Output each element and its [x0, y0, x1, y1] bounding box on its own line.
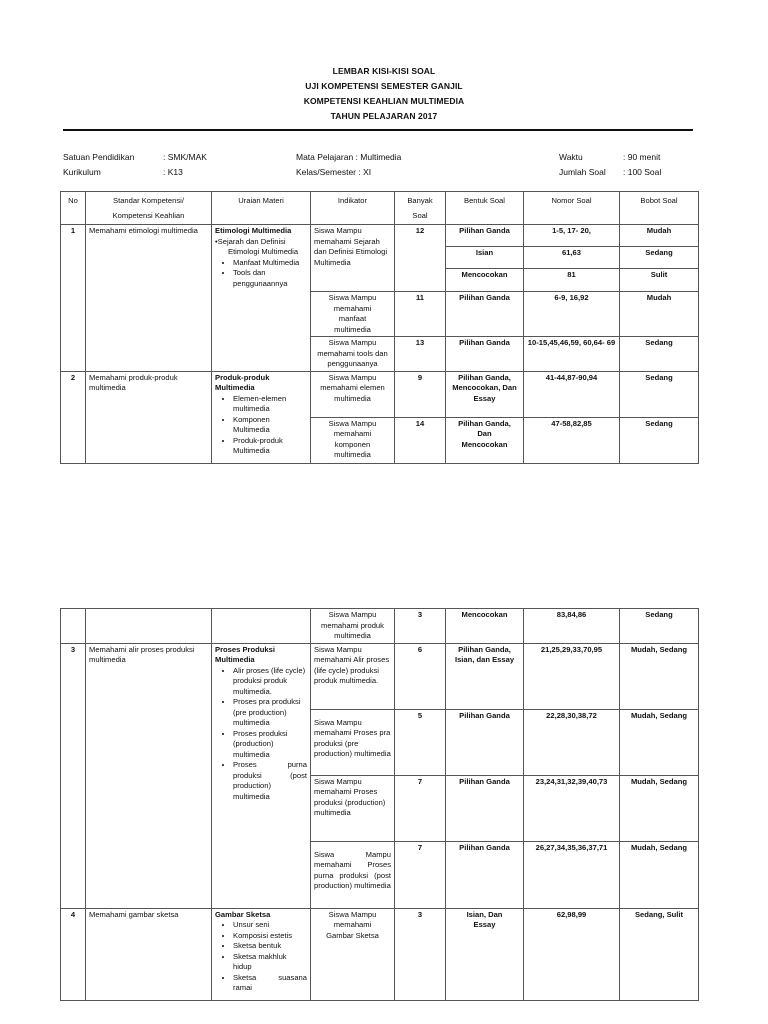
jumlah-label: Jumlah Soal [559, 167, 606, 177]
table-row [61, 371, 699, 417]
row-materi [212, 643, 311, 908]
kurikulum-label: Kurikulum [63, 167, 101, 177]
info-left [63, 150, 207, 180]
row-banyak: 7 [395, 841, 446, 908]
row-banyak: 13 [395, 337, 446, 372]
kelas-semester: Kelas/Semester : XI [296, 167, 372, 177]
kisi-table-part-2 [60, 608, 699, 1001]
row-indikator: Siswa Mampu memahami produk multimedia [311, 609, 395, 644]
row-bentuk: Isian, Dan Essay [446, 908, 524, 1000]
row-bentuk: Pilihan Ganda [446, 709, 524, 775]
table-row [61, 225, 699, 247]
row-nomor: 62,98,99 [524, 908, 620, 1000]
row-bentuk: Mencocokan [446, 609, 524, 644]
row-bentuk: Pilihan Ganda [446, 292, 524, 337]
list-item: • Sketsa bentuk [233, 941, 307, 952]
row-bentuk: Pilihan Ganda [446, 225, 524, 247]
satuan-value: : SMK/MAK [163, 152, 207, 162]
row-no-empty [61, 609, 86, 644]
row-nomor: 22,28,30,38,72 [524, 709, 620, 775]
row-no: 4 [61, 908, 86, 1000]
row-nomor: 26,27,34,35,36,37,71 [524, 841, 620, 908]
jumlah-value: : 100 Soal [623, 167, 662, 177]
row-indikator: Siswa Mampu memahami Sejarah dan Definisi Etimologi Multimedia [311, 225, 395, 292]
row-indikator: Siswa Mampu memahami Gambar Sketsa [311, 908, 395, 1000]
row-nomor: 10-15,45,46,59, 60,64- 69 [524, 337, 620, 372]
row-standar: Memahami etimologi multimedia [86, 225, 212, 372]
row-standar: Memahami produk-produk multimedia [86, 371, 212, 463]
col-header-bobot: Bobot Soal [620, 192, 699, 225]
list-item: • Komposisi estetis [233, 931, 307, 942]
row-indikator: Siswa Mampu memahami Proses purna produksi (post production) multimedia [311, 841, 395, 908]
row-banyak: 14 [395, 417, 446, 463]
table-row [61, 908, 699, 1000]
row-banyak: 3 [395, 908, 446, 1000]
col-header-banyak-line2: Soal [412, 211, 428, 220]
materi-title: Gambar Sketsa [215, 909, 271, 919]
row-indikator: Siswa Mampu memahami tools dan penggunaanya [311, 337, 395, 372]
title-line-1: LEMBAR KISI-KISI SOAL [332, 66, 436, 76]
row-bentuk: Pilihan Ganda, Dan Mencocokan [446, 417, 524, 463]
row-nomor: 81 [524, 269, 620, 292]
row-no: 3 [61, 643, 86, 908]
row-nomor: 6-9, 16,92 [524, 292, 620, 337]
table-header-row [61, 192, 699, 225]
info-middle [296, 150, 401, 180]
row-nomor: 1-5, 17- 20, [524, 225, 620, 247]
row-standar: Memahami alir proses produksi multimedia [86, 643, 212, 908]
row-bobot: Sedang, Sulit [620, 908, 699, 1000]
mata-pelajaran: Mata Pelajaran : Multimedia [296, 152, 402, 162]
list-item: • Unsur seni [233, 920, 307, 931]
row-indikator: Siswa Mampu memahami Alir proses (life cycle) produksi produk multimedia. [311, 643, 395, 709]
row-indikator: Siswa Mampu memahami Proses pra produksi (pre production) multimedia [311, 709, 395, 775]
row-materi [212, 371, 311, 463]
col-header-banyak [395, 192, 446, 225]
row-indikator: Siswa Mampu memahami komponen multimedia [311, 417, 395, 463]
col-header-nomor: Nomor Soal [524, 192, 620, 225]
row-bobot: Sedang [620, 247, 699, 269]
list-item: • Alir proses (life cycle) produksi produk multimedia. [233, 666, 307, 698]
col-header-standar-line1: Standar Kompetensi/ [113, 196, 184, 205]
col-header-bentuk: Bentuk Soal [446, 192, 524, 225]
materi-list [215, 394, 307, 457]
materi-lead: •Sejarah dan Definisi [215, 236, 286, 246]
row-bobot: Mudah, Sedang [620, 643, 699, 709]
row-banyak: 9 [395, 371, 446, 417]
list-item: • Komponen Multimedia [233, 415, 307, 436]
row-banyak: 11 [395, 292, 446, 337]
table-row [61, 643, 699, 709]
row-banyak: 3 [395, 609, 446, 644]
materi-list [215, 666, 307, 803]
row-bobot: Sedang [620, 337, 699, 372]
col-header-indikator: Indikator [311, 192, 395, 225]
row-indikator: Siswa Mampu memahami elemen multimedia [311, 371, 395, 417]
row-bobot: Mudah, Sedang [620, 709, 699, 775]
waktu-value: : 90 menit [623, 152, 661, 162]
row-materi-empty [212, 609, 311, 644]
row-bentuk: Pilihan Ganda, Isian, dan Essay [446, 643, 524, 709]
list-item: • Manfaat Multimedia [233, 258, 307, 269]
row-no: 1 [61, 225, 86, 372]
row-nomor: 21,25,29,33,70,95 [524, 643, 620, 709]
row-standar: Memahami gambar sketsa [86, 908, 212, 1000]
list-item: • Produk-produk Multimedia [233, 436, 307, 457]
waktu-label: Waktu [559, 152, 583, 162]
row-nomor: 41-44,87-90,94 [524, 371, 620, 417]
info-right [559, 150, 661, 180]
list-item: • Sketsa makhluk hidup [233, 952, 307, 973]
row-materi [212, 908, 311, 1000]
materi-list [215, 258, 307, 290]
row-bobot: Sulit [620, 269, 699, 292]
row-nomor: 47-58,82,85 [524, 417, 620, 463]
row-bentuk: Isian [446, 247, 524, 269]
kisi-table-part-1 [60, 191, 699, 464]
materi-title: Etimologi Multimedia [215, 226, 292, 235]
col-header-banyak-line1: Banyak [407, 196, 433, 205]
row-bentuk: Pilihan Ganda [446, 841, 524, 908]
row-bobot: Sedang [620, 371, 699, 417]
row-materi [212, 225, 311, 372]
table-row [61, 609, 699, 644]
satuan-label: Satuan Pendidikan [63, 152, 135, 162]
row-banyak: 6 [395, 643, 446, 709]
list-item: • Tools dan penggunaannya [233, 268, 307, 289]
row-bentuk: Pilihan Ganda, Mencocokan, Dan Essay [446, 371, 524, 417]
materi-title: Proses Produksi Multimedia [215, 644, 275, 664]
materi-title: Produk-produk Multimedia [215, 372, 270, 392]
document-title-block [0, 64, 768, 124]
header-rule [63, 129, 693, 131]
row-banyak: 7 [395, 775, 446, 841]
row-bentuk: Pilihan Ganda [446, 337, 524, 372]
materi-list [215, 920, 307, 994]
row-bentuk: Mencocokan [446, 269, 524, 292]
list-item: • Proses pra produksi (pre production) multimedia [233, 697, 307, 729]
row-nomor: 61,63 [524, 247, 620, 269]
row-nomor: 23,24,31,32,39,40,73 [524, 775, 620, 841]
row-bobot: Mudah, Sedang [620, 775, 699, 841]
col-header-standar-line2: Kompetensi Keahlian [112, 211, 185, 220]
row-bobot: Sedang [620, 417, 699, 463]
row-bobot: Mudah [620, 225, 699, 247]
row-nomor: 83,84,86 [524, 609, 620, 644]
col-header-standar [86, 192, 212, 225]
row-no: 2 [61, 371, 86, 463]
title-line-2: UJI KOMPETENSI SEMESTER GANJIL [305, 81, 463, 91]
row-bobot: Sedang [620, 609, 699, 644]
row-indikator: Siswa Mampu memahami manfaat multimedia [311, 292, 395, 337]
row-banyak: 5 [395, 709, 446, 775]
col-header-no: No [61, 192, 86, 225]
row-bobot: Mudah, Sedang [620, 841, 699, 908]
row-banyak: 12 [395, 225, 446, 292]
title-line-3: KOMPETENSI KEAHLIAN MULTIMEDIA [303, 96, 465, 106]
list-item: • Sketsa suasana ramai [233, 973, 307, 994]
list-item: • Proses purna produksi (post production) multimedia [233, 760, 307, 802]
materi-lead-2: Etimologi Multimedia [228, 247, 299, 256]
row-standar-empty [86, 609, 212, 644]
row-bobot: Mudah [620, 292, 699, 337]
list-item: • Proses produksi (production) multimedia [233, 729, 307, 761]
col-header-materi: Uraian Materi [212, 192, 311, 225]
title-line-4: TAHUN PELAJARAN 2017 [330, 111, 438, 121]
kurikulum-value: : K13 [163, 167, 183, 177]
row-bentuk: Pilihan Ganda [446, 775, 524, 841]
list-item: • Elemen-elemen multimedia [233, 394, 307, 415]
row-indikator: Siswa Mampu memahami Proses produksi (production) multimedia [311, 775, 395, 841]
